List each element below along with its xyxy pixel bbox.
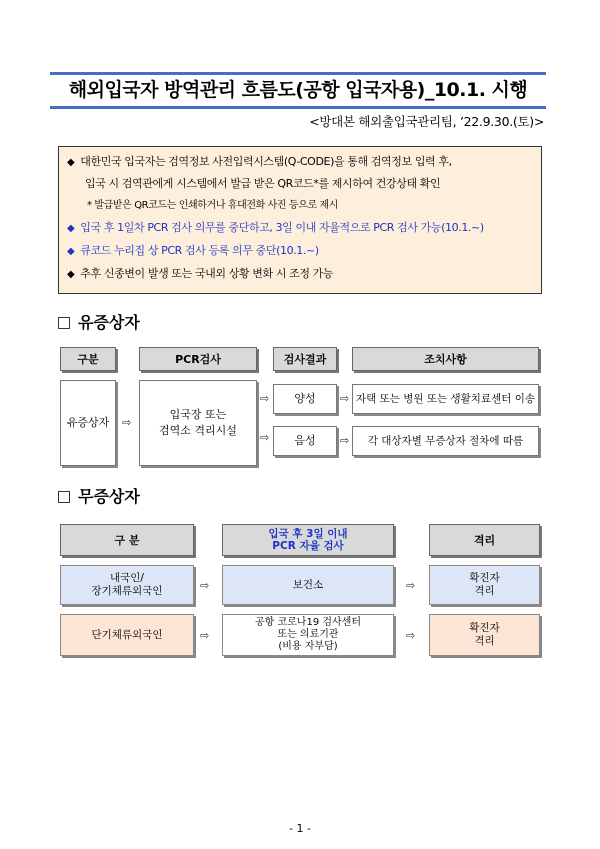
arrow-right-icon: ⇨: [260, 392, 270, 405]
domestic-longterm-category-box: 내국인/ 장기체류외국인: [60, 565, 194, 605]
pcr-place-box: 입국장 또는 검역소 격리시설: [139, 380, 257, 466]
notice-item-1-line-1: 대한민국 입국자는 검역정보 사전입력시스템(Q-CODE)을 통해 검역정보 입력 후,: [80, 155, 452, 168]
arrow-right-icon: ⇨: [260, 431, 270, 444]
notice-item-1: [67, 155, 452, 170]
notice-item-2: [67, 221, 484, 236]
health-center-box: 보건소: [222, 565, 394, 605]
symptomatic-category-box: 유증상자: [60, 380, 116, 466]
notice-item-1-note: * 발급받은 QR코드는 인쇄하거나 휴대전화 사진 등으로 제시: [87, 200, 339, 211]
positive-action-box: 자택 또는 병원 또는 생활치료센터 이송: [352, 384, 539, 414]
diamond-bullet-icon: ◆: [67, 269, 75, 280]
quarantine-box-row2: 확진자 격리: [429, 614, 540, 656]
notice-item-1-line-2: 입국 시 검역관에게 시스템에서 발급 받은 QR코드*를 제시하여 건강상태 확인: [85, 177, 441, 190]
negative-action-box: 각 대상자별 무증상자 절차에 따름: [352, 426, 539, 456]
shortterm-foreigner-category-box: 단기체류외국인: [60, 614, 194, 656]
page-number: - 1 -: [289, 822, 311, 835]
positive-result-box: 양성: [273, 384, 337, 414]
square-bullet-icon: [58, 317, 70, 329]
header-category: 구분: [60, 347, 116, 371]
section-heading-asymptomatic: [58, 487, 140, 507]
header-quarantine: 격리: [429, 524, 540, 556]
arrow-right-icon: ⇨: [200, 629, 210, 642]
section-heading-text: 유증상자: [78, 313, 140, 332]
notice-item-2-text: 입국 후 1일차 PCR 검사 의무를 중단하고, 3일 이내 자율적으로 PCR 검사 가능(10.1.~): [80, 221, 484, 234]
notice-item-3-text: 큐코드 누리집 상 PCR 검사 등록 의무 중단(10.1.~): [80, 244, 319, 257]
notice-item-4-text: 추후 신종변이 발생 또는 국내외 상황 변화 시 조정 가능: [80, 267, 334, 280]
section-heading-text: 무증상자: [78, 487, 140, 506]
arrow-right-icon: ⇨: [406, 579, 416, 592]
notice-item-3: [67, 244, 319, 259]
diamond-bullet-icon: ◆: [67, 223, 75, 234]
airport-test-center-box: 공항 코로나19 검사센터 또는 의료기관 (비용 자부담): [222, 614, 394, 656]
header-pcr: PCR검사: [139, 347, 257, 371]
notice-item-4: [67, 267, 333, 282]
header-category: 구 분: [60, 524, 194, 556]
square-bullet-icon: [58, 491, 70, 503]
page-subtitle: <방대본 해외출입국관리팀, ’22.9.30.(토)>: [309, 114, 544, 129]
section-heading-symptomatic: [58, 313, 140, 333]
diamond-bullet-icon: ◆: [67, 157, 75, 168]
header-pcr-self-test: 입국 후 3일 이내 PCR 자율 검사: [222, 524, 394, 556]
header-result: 검사결과: [273, 347, 337, 371]
arrow-right-icon: ⇨: [340, 434, 350, 447]
notice-box: [58, 146, 542, 294]
arrow-right-icon: ⇨: [406, 629, 416, 642]
quarantine-box-row1: 확진자 격리: [429, 565, 540, 605]
negative-result-box: 음성: [273, 426, 337, 456]
header-action: 조치사항: [352, 347, 539, 371]
arrow-right-icon: ⇨: [200, 579, 210, 592]
page-title: 해외입국자 방역관리 흐름도(공항 입국자용)_10.1. 시행: [68, 79, 528, 101]
arrow-right-icon: ⇨: [340, 392, 350, 405]
arrow-right-icon: ⇨: [122, 416, 132, 429]
title-bottom-rule: [50, 106, 546, 109]
diamond-bullet-icon: ◆: [67, 246, 75, 257]
title-top-rule: [50, 72, 546, 75]
